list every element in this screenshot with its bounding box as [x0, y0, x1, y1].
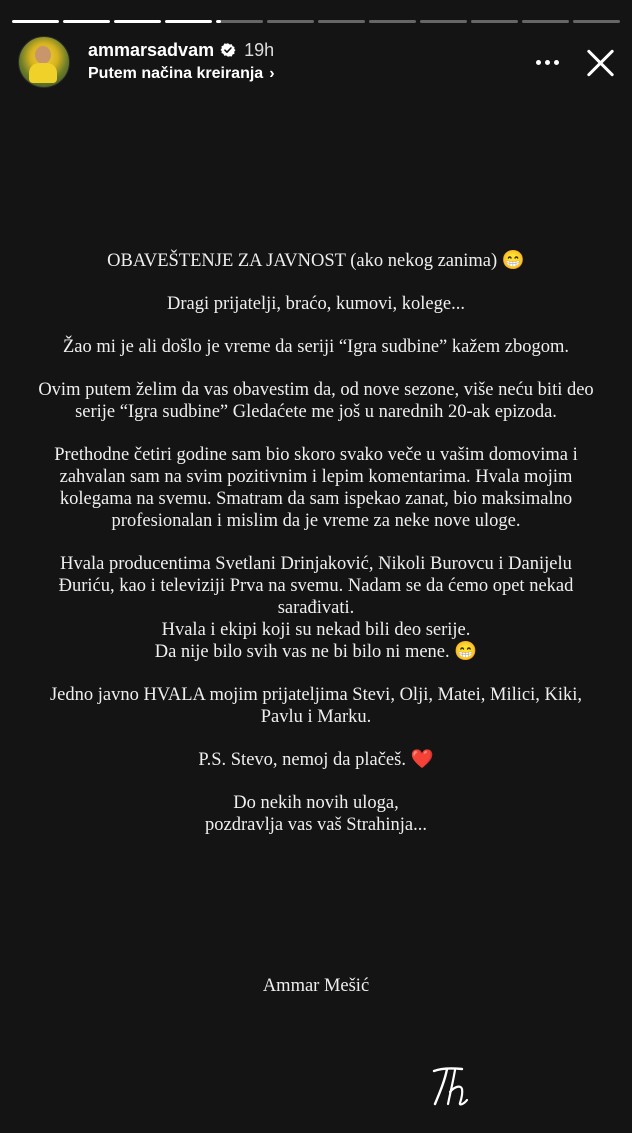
story-paragraph	[10, 684, 622, 728]
th-watermark-logo	[428, 1062, 474, 1108]
story-line: serije “Igra sudbine” Gledaćete me još u narednih 20-ak epizoda.	[75, 402, 557, 422]
story-paragraph	[10, 293, 622, 315]
progress-segment	[114, 20, 161, 23]
username[interactable]: ammarsadvam	[88, 40, 215, 60]
more-icon[interactable]	[532, 50, 562, 74]
story-header	[18, 36, 618, 88]
story-line: P.S. Stevo, nemoj da plačeš. ❤️	[198, 750, 434, 770]
story-line: zahvalan sam na svim pozitivnim i lepim komentarima. Hvala mojim	[59, 467, 573, 487]
story-line: Đuriću, kao i televiziji Prva na svemu. Nadam se da ćemo opet nekad	[58, 576, 574, 596]
progress-segment	[165, 20, 212, 23]
story-paragraph	[10, 749, 622, 771]
story-line: Prethodne četiri godine sam bio skoro svako veče u vašim domovima i	[54, 445, 578, 465]
progress-segment	[12, 20, 59, 23]
story-line: Jedno javno HVALA mojim prijateljima Stevi, Olji, Matei, Milici, Kiki,	[49, 685, 582, 705]
progress-segment	[369, 20, 416, 23]
story-line: kolegama na svemu. Smatram da sam ispekao zanat, bio maksimalno	[59, 489, 573, 509]
progress-segment	[63, 20, 110, 23]
chevron-right-icon: ›	[269, 65, 275, 82]
progress-fill	[216, 20, 221, 23]
creation-method-label: Putem načina kreiranja	[88, 65, 264, 82]
progress-fill	[63, 20, 110, 23]
story-line: Pavlu i Marku.	[260, 707, 372, 727]
progress-fill	[12, 20, 59, 23]
story-text	[10, 250, 622, 857]
progress-fill	[165, 20, 212, 23]
avatar-face	[35, 46, 51, 64]
story-paragraph	[10, 444, 622, 532]
story-meta	[88, 39, 532, 85]
story-paragraph	[10, 336, 622, 358]
close-icon[interactable]	[584, 45, 618, 79]
story-line: Da nije bilo svih vas ne bi bilo ni mene. 😁	[154, 642, 478, 662]
story-line: Hvala i ekipi koji su nekad bili deo serije.	[161, 620, 471, 640]
story-line: Do nekih novih uloga,	[233, 793, 399, 813]
creation-method-link[interactable]	[88, 63, 532, 85]
story-line: pozdravlja vas vaš Strahinja...	[205, 815, 427, 835]
story-progress	[12, 20, 620, 23]
progress-segment	[471, 20, 518, 23]
avatar[interactable]	[18, 36, 70, 88]
story-line: OBAVEŠTENJE ZA JAVNOST (ako nekog zanima) 😁	[107, 251, 525, 271]
progress-segment	[216, 20, 263, 23]
story-paragraph	[10, 553, 622, 663]
signature: Ammar Mešić	[262, 976, 370, 996]
story-paragraph	[10, 250, 622, 272]
post-time: 19h	[244, 40, 275, 60]
story-paragraph	[10, 379, 622, 423]
progress-segment	[318, 20, 365, 23]
avatar-shirt	[29, 63, 57, 83]
verified-badge-icon	[220, 42, 236, 58]
progress-fill	[114, 20, 161, 23]
progress-segment	[573, 20, 620, 23]
story-line: Dragi prijatelji, braćo, kumovi, kolege...	[167, 294, 465, 314]
story-line: Žao mi je ali došlo je vreme da seriji “Igra sudbine” kažem zbogom.	[62, 337, 569, 357]
progress-segment	[267, 20, 314, 23]
story-line: Hvala producentima Svetlani Drinjaković, Nikoli Burovcu i Danijelu	[60, 554, 572, 574]
story-paragraph	[10, 792, 622, 836]
progress-segment	[420, 20, 467, 23]
header-actions	[532, 45, 618, 79]
story-line: sarađivati.	[277, 598, 355, 618]
story-line: profesionalan i mislim da je vreme za neke nove uloge.	[111, 511, 521, 531]
progress-segment	[522, 20, 569, 23]
story-line: Ovim putem želim da vas obavestim da, od nove sezone, više neću biti deo	[38, 380, 594, 400]
